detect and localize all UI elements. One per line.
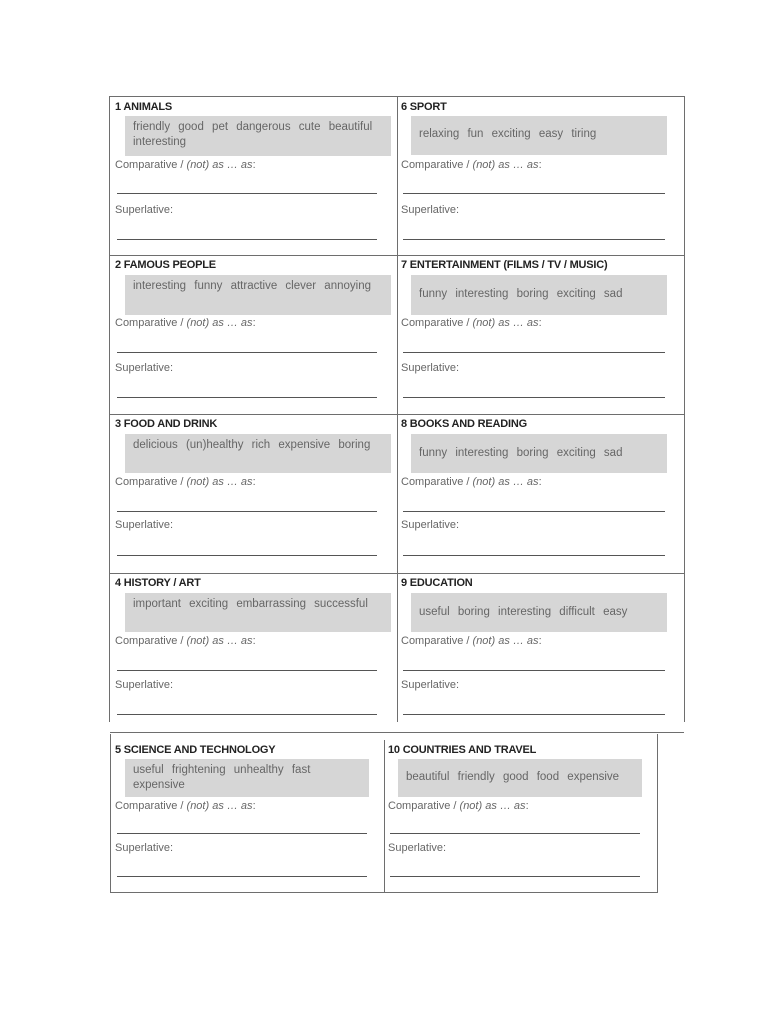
word-box: relaxing fun exciting easy tiring (411, 116, 667, 155)
topic-title: 3 FOOD AND DRINK (115, 418, 218, 430)
superlative-answer-line[interactable] (403, 555, 665, 556)
comparative-label: Comparative / (not) as … as: (115, 635, 256, 647)
word-box: friendly good pet dangerous cute beautiful interesting (125, 116, 391, 156)
topic-title: 9 EDUCATION (401, 577, 473, 589)
word-box: important exciting embarrassing successful (125, 593, 391, 632)
topic-title: 6 SPORT (401, 101, 447, 113)
superlative-answer-line[interactable] (117, 239, 377, 240)
superlative-answer-line[interactable] (117, 555, 377, 556)
superlative-answer-line[interactable] (403, 397, 665, 398)
comparative-answer-line[interactable] (403, 352, 665, 353)
comparative-answer-line[interactable] (117, 833, 367, 834)
word-box: useful frightening unhealthy fast expensive (125, 759, 369, 797)
superlative-label: Superlative: (115, 362, 174, 374)
comparative-label: Comparative / (not) as … as: (115, 317, 256, 329)
word-box: funny interesting boring exciting sad (411, 434, 667, 473)
comparative-answer-line[interactable] (403, 670, 665, 671)
grid-tick (657, 734, 658, 740)
comparative-label: Comparative / (not) as … as: (401, 159, 542, 171)
topic-title: 5 SCIENCE AND TECHNOLOGY (115, 744, 276, 756)
comparative-label: Comparative / (not) as … as: (388, 800, 529, 812)
word-box: delicious (un)healthy rich expensive boring (125, 434, 391, 473)
superlative-label: Superlative: (115, 204, 174, 216)
word-box: funny interesting boring exciting sad (411, 275, 667, 315)
superlative-answer-line[interactable] (117, 714, 377, 715)
topic-title: 2 FAMOUS PEOPLE (115, 259, 216, 271)
superlative-label: Superlative: (115, 679, 174, 691)
topic-title: 4 HISTORY / ART (115, 577, 201, 589)
superlative-label: Superlative: (401, 362, 460, 374)
comparative-answer-line[interactable] (390, 833, 640, 834)
comparative-label: Comparative / (not) as … as: (115, 800, 256, 812)
topic-title: 1 ANIMALS (115, 101, 173, 113)
comparative-answer-line[interactable] (403, 193, 665, 194)
comparative-answer-line[interactable] (117, 670, 377, 671)
comparative-label: Comparative / (not) as … as: (401, 317, 542, 329)
word-box: useful boring interesting difficult easy (411, 593, 667, 632)
comparative-answer-line[interactable] (117, 193, 377, 194)
comparative-label: Comparative / (not) as … as: (401, 635, 542, 647)
word-box: interesting funny attractive clever annoying (125, 275, 391, 315)
topic-title: 7 ENTERTAINMENT (FILMS / TV / MUSIC) (401, 259, 608, 271)
superlative-label: Superlative: (388, 842, 447, 854)
comparative-label: Comparative / (not) as … as: (115, 159, 256, 171)
comparative-label: Comparative / (not) as … as: (115, 476, 256, 488)
superlative-answer-line[interactable] (117, 876, 367, 877)
superlative-label: Superlative: (115, 519, 174, 531)
superlative-answer-line[interactable] (117, 397, 377, 398)
comparative-answer-line[interactable] (403, 511, 665, 512)
comparative-answer-line[interactable] (117, 511, 377, 512)
superlative-label: Superlative: (401, 679, 460, 691)
topic-title: 10 COUNTRIES AND TRAVEL (388, 744, 537, 756)
comparative-label: Comparative / (not) as … as: (401, 476, 542, 488)
grid-tick (110, 734, 111, 740)
superlative-answer-line[interactable] (403, 239, 665, 240)
superlative-label: Superlative: (401, 519, 460, 531)
word-box: beautiful friendly good food expensive (398, 759, 642, 797)
topic-title: 8 BOOKS AND READING (401, 418, 527, 430)
superlative-label: Superlative: (115, 842, 174, 854)
superlative-label: Superlative: (401, 204, 460, 216)
grid-divider (397, 97, 398, 722)
grid-divider (384, 740, 385, 892)
superlative-answer-line[interactable] (390, 876, 640, 877)
superlative-answer-line[interactable] (403, 714, 665, 715)
comparative-answer-line[interactable] (117, 352, 377, 353)
